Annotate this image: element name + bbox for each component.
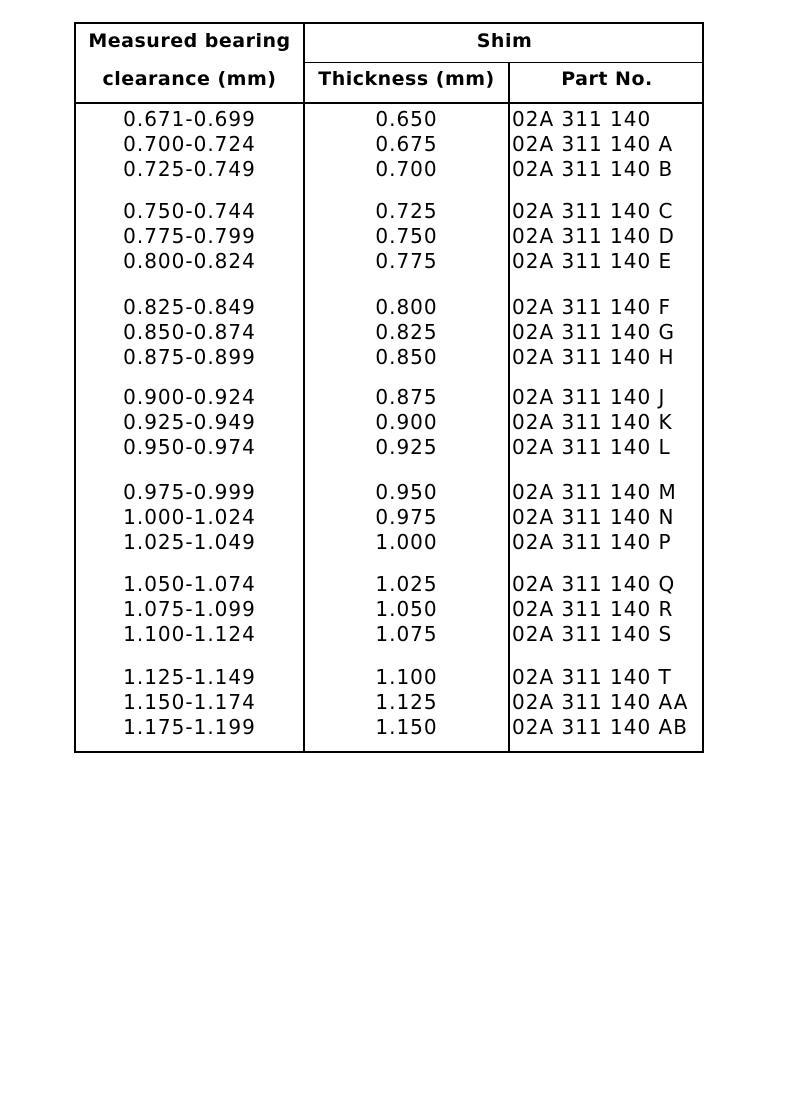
clearance-cell: 0.925-0.949 [123, 410, 256, 434]
part-number-cell: 02A 311 140 AB [512, 715, 688, 739]
clearance-cell: 0.975-0.999 [123, 480, 256, 504]
clearance-cell: 1.075-1.099 [123, 597, 256, 621]
clearance-cell: 0.800-0.824 [123, 249, 256, 273]
clearance-cell: 0.775-0.799 [123, 224, 256, 248]
part-number-cell: 02A 311 140 C [512, 199, 674, 223]
clearance-cell: 0.875-0.899 [123, 345, 256, 369]
clearance-cell: 0.950-0.974 [123, 435, 256, 459]
part-number-cell: 02A 311 140 Q [512, 572, 676, 596]
thickness-cell: 1.000 [375, 530, 438, 554]
column-divider-2 [508, 62, 510, 753]
thickness-cell: 0.850 [375, 345, 438, 369]
thickness-cell: 0.900 [375, 410, 438, 434]
clearance-cell: 1.100-1.124 [123, 622, 256, 646]
thickness-cell: 0.800 [375, 295, 438, 319]
thickness-cell: 0.650 [375, 107, 438, 131]
thickness-cell: 0.875 [375, 385, 438, 409]
part-number-cell: 02A 311 140 D [512, 224, 675, 248]
clearance-cell: 0.825-0.849 [123, 295, 256, 319]
clearance-cell: 0.900-0.924 [123, 385, 256, 409]
part-number-cell: 02A 311 140 H [512, 345, 675, 369]
thickness-cell: 0.675 [375, 132, 438, 156]
part-number-cell: 02A 311 140 K [512, 410, 673, 434]
header-measured-line2: clearance (mm) [102, 68, 277, 90]
part-number-cell: 02A 311 140 J [512, 385, 666, 409]
header-measured-line1: Measured bearing [88, 30, 291, 52]
clearance-cell: 0.850-0.874 [123, 320, 256, 344]
part-number-cell: 02A 311 140 M [512, 480, 677, 504]
thickness-cell: 0.725 [375, 199, 438, 223]
part-number-cell: 02A 311 140 AA [512, 690, 689, 714]
thickness-cell: 0.950 [375, 480, 438, 504]
part-number-cell: 02A 311 140 N [512, 505, 675, 529]
thickness-cell: 0.700 [375, 157, 438, 181]
part-number-cell: 02A 311 140 P [512, 530, 672, 554]
part-number-cell: 02A 311 140 E [512, 249, 673, 273]
thickness-cell: 1.025 [375, 572, 438, 596]
part-number-cell: 02A 311 140 T [512, 665, 672, 689]
header-divider [76, 102, 704, 104]
part-number-cell: 02A 311 140 S [512, 622, 673, 646]
thickness-cell: 0.975 [375, 505, 438, 529]
part-number-cell: 02A 311 140 B [512, 157, 674, 181]
thickness-cell: 0.925 [375, 435, 438, 459]
clearance-cell: 1.050-1.074 [123, 572, 256, 596]
clearance-cell: 1.000-1.024 [123, 505, 256, 529]
thickness-cell: 0.750 [375, 224, 438, 248]
clearance-cell: 1.125-1.149 [123, 665, 256, 689]
part-number-cell: 02A 311 140 A [512, 132, 674, 156]
part-number-cell: 02A 311 140 F [512, 295, 672, 319]
clearance-cell: 1.025-1.049 [123, 530, 256, 554]
part-number-cell: 02A 311 140 G [512, 320, 676, 344]
clearance-cell: 0.700-0.724 [123, 132, 256, 156]
header-shim: Shim [476, 30, 533, 52]
part-number-cell: 02A 311 140 L [512, 435, 671, 459]
thickness-cell: 1.150 [375, 715, 438, 739]
header-thickness: Thickness (mm) [318, 68, 495, 90]
clearance-cell: 0.671-0.699 [123, 107, 256, 131]
thickness-cell: 1.050 [375, 597, 438, 621]
clearance-cell: 1.150-1.174 [123, 690, 256, 714]
header-part-no: Part No. [561, 68, 653, 90]
thickness-cell: 1.125 [375, 690, 438, 714]
part-number-cell: 02A 311 140 R [512, 597, 674, 621]
shim-header-divider [303, 62, 704, 63]
clearance-cell: 0.750-0.744 [123, 199, 256, 223]
thickness-cell: 0.775 [375, 249, 438, 273]
thickness-cell: 1.075 [375, 622, 438, 646]
clearance-cell: 0.725-0.749 [123, 157, 256, 181]
part-number-cell: 02A 311 140 [512, 107, 652, 131]
thickness-cell: 1.100 [375, 665, 438, 689]
shim-selection-table [74, 22, 704, 753]
thickness-cell: 0.825 [375, 320, 438, 344]
clearance-cell: 1.175-1.199 [123, 715, 256, 739]
